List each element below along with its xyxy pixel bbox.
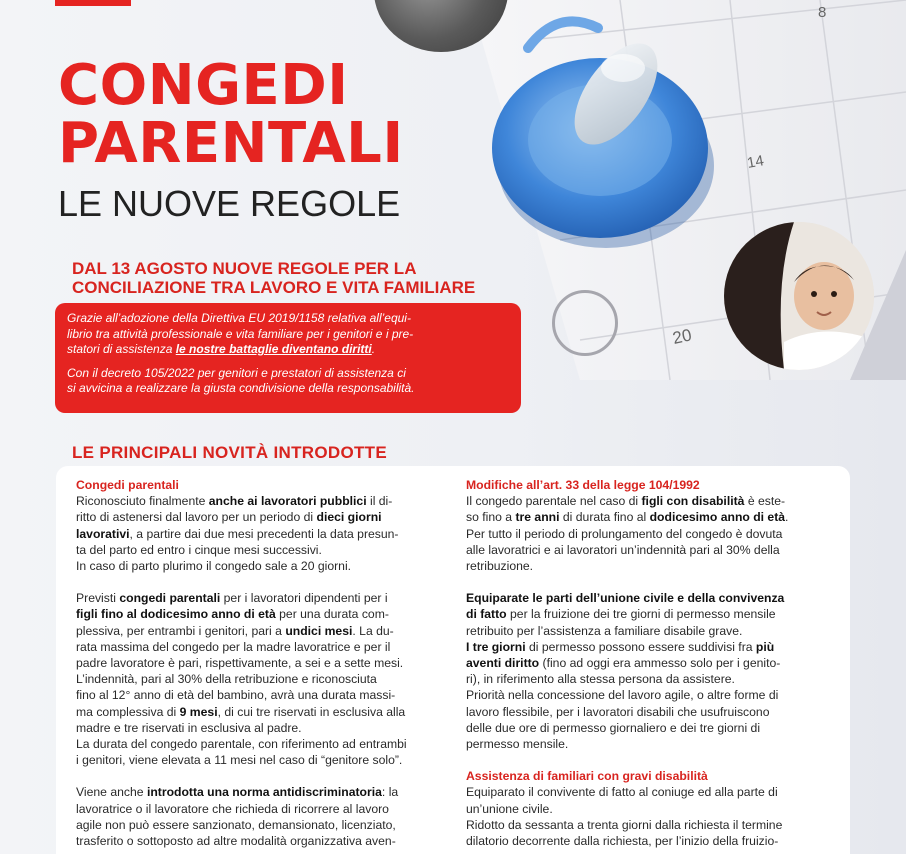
bold-text: I tre giorni xyxy=(466,639,526,654)
text: di durata fino al xyxy=(559,510,650,525)
text-line xyxy=(76,639,456,655)
text-line xyxy=(466,801,836,817)
text: dilatorio decorrente dalla richiesta, per l’inizio della fruizio- xyxy=(466,834,779,849)
main-subtitle: LE NUOVE REGOLE xyxy=(58,183,401,224)
text-line xyxy=(76,655,456,671)
heading-modifiche-art-33: Modifiche all’art. 33 della legge 104/1992 xyxy=(466,478,700,492)
text-line xyxy=(76,623,456,639)
text: i genitori, viene elevata a 11 mesi nel caso di “genitore solo”. xyxy=(76,753,403,768)
text: alle lavoratrici e ai lavoratori un’indennità pari al 30% della xyxy=(466,542,780,557)
text-line xyxy=(466,687,836,703)
text: di permesso possono essere suddivisi fra xyxy=(525,639,756,654)
calendar-number: 8 xyxy=(818,4,827,21)
text-line xyxy=(76,493,456,509)
text-line xyxy=(76,542,456,558)
calendar-number: 20 xyxy=(670,325,694,348)
text: In caso di parto plurimo il congedo sale a 20 giorni. xyxy=(76,559,352,574)
text: lavoratrice o il lavoratore che richieda di ricorrere al lavoro xyxy=(76,801,389,816)
text-line xyxy=(76,704,456,720)
text-line xyxy=(466,542,836,558)
text: Il congedo parentale nel caso di xyxy=(466,494,642,509)
text: . La du- xyxy=(352,623,394,638)
main-title-line-2: PARENTALI xyxy=(58,111,404,176)
right-column xyxy=(466,477,836,849)
text-line xyxy=(466,526,836,542)
text: (fino ad oggi era ammesso solo per i genito- xyxy=(539,656,781,671)
paragraph-block xyxy=(466,768,836,849)
text: L’indennità, pari al 30% della retribuzione e riconosciuta xyxy=(76,672,377,687)
text: lavoro flessibile, per i lavoratori disabili che usufruiscono xyxy=(466,704,770,719)
text: agile non può essere sanzionato, demansionato, licenziato, xyxy=(76,817,396,832)
text: è este- xyxy=(744,494,786,509)
intro-text: si avvicina a realizzare la giusta condivisione della responsabilità. xyxy=(67,381,415,395)
text-line xyxy=(466,704,836,720)
paragraph-lines xyxy=(466,784,836,849)
text-line xyxy=(466,590,836,606)
text: fino al 12° anno di età del bambino, avrà una durata massi- xyxy=(76,688,396,703)
intro-text: Con il decreto 105/2022 per genitori e prestatori di assistenza ci xyxy=(67,365,406,380)
text: ri), in riferimento alla stessa persona da assistere. xyxy=(466,672,735,687)
pacifier-illustration xyxy=(488,8,718,253)
text-line xyxy=(76,558,456,574)
text-line xyxy=(466,671,836,687)
text: retribuito per l’assistenza a familiare disabile grave. xyxy=(466,623,743,638)
intro-text: . xyxy=(371,342,376,356)
text-line xyxy=(76,590,456,606)
text: plessiva, per entrambi i genitori, pari a xyxy=(76,623,286,638)
text-line xyxy=(466,509,836,525)
text-line xyxy=(76,736,456,752)
mother-baby-illustration xyxy=(724,222,874,370)
text: ta del parto ed entro i cinque mesi successivi. xyxy=(76,542,322,557)
mother-baby-photo xyxy=(724,222,874,370)
text: so fino a xyxy=(466,510,516,525)
paragraph-block xyxy=(76,493,456,574)
text-line xyxy=(466,736,836,752)
text: ritto di astenersi dal lavoro per un periodo di xyxy=(76,510,317,525)
text: per la fruizione dei tre giorni di permesso mensile xyxy=(506,607,776,622)
text: Priorità nella concessione del lavoro agile, o altre forme di xyxy=(466,688,779,703)
bold-text: undici mesi xyxy=(285,623,353,638)
decorative-ring xyxy=(552,290,618,356)
text: Ridotto da sessanta a trenta giorni dalla richiesta il termine xyxy=(466,817,783,832)
main-title-line-1: CONGEDI xyxy=(58,53,349,118)
text-line xyxy=(466,623,836,639)
intro-paragraph xyxy=(67,366,509,397)
paragraph-lines xyxy=(466,623,836,753)
bold-text: introdotta una norma antidiscriminatoria xyxy=(146,785,382,800)
intro-text: librio tra attività professionale e vita familiare per i genitori e i pre- xyxy=(67,326,414,341)
paragraph-block xyxy=(466,493,836,574)
text: trasferito o sottoposto ad altre modalità organizzativa aven- xyxy=(76,834,396,849)
bold-text: Equiparate le parti dell’unione civile e della convivenza xyxy=(466,591,785,606)
bold-text: dodicesimo anno di età xyxy=(649,510,786,525)
bold-text: aventi diritto xyxy=(466,656,540,671)
text-line xyxy=(466,784,836,800)
text: un’unione civile. xyxy=(466,801,553,816)
text-line xyxy=(76,509,456,525)
lead-line: CONCILIAZIONE TRA LAVORO E VITA FAMILIARE xyxy=(72,278,476,297)
text: Per tutto il periodo di prolungamento del congedo è dovuta xyxy=(466,526,783,541)
text-line xyxy=(76,833,456,849)
bold-text: più xyxy=(755,639,775,654)
text: : la xyxy=(381,785,399,800)
bold-text: lavorativi xyxy=(76,526,130,541)
text-line xyxy=(76,752,456,768)
heading-congedi-parentali: Congedi parentali xyxy=(76,478,179,492)
text: delle due ore di permesso giornaliero e dei tre giorni di xyxy=(466,720,761,735)
bold-text: figli con disabilità xyxy=(641,494,745,509)
lead-line: DAL 13 AGOSTO NUOVE REGOLE PER LA xyxy=(72,259,417,278)
bold-text: figli fino al dodicesimo anno di età xyxy=(76,607,276,622)
text-line xyxy=(76,671,456,687)
top-red-tab xyxy=(55,0,131,6)
text-line xyxy=(76,606,456,622)
text-line xyxy=(466,493,836,509)
paragraph-block xyxy=(466,590,836,752)
intro-text: statori di assistenza xyxy=(67,342,176,356)
text: madre e tre riservati in esclusiva al padre. xyxy=(76,720,302,735)
lead-heading xyxy=(72,259,492,297)
intro-paragraph xyxy=(67,311,509,358)
text: il di- xyxy=(366,494,393,509)
text-line xyxy=(76,801,456,817)
text-line xyxy=(466,606,836,622)
text: per una durata com- xyxy=(275,607,389,622)
bold-text: congedi parentali xyxy=(119,591,221,606)
text-line xyxy=(76,784,456,800)
bold-text: tre anni xyxy=(515,510,560,525)
text: La durata del congedo parentale, con riferimento ad entrambi xyxy=(76,737,407,752)
text: ma complessiva di xyxy=(76,704,180,719)
text: Equiparato il convivente di fatto al coniuge ed alla parte di xyxy=(466,785,778,800)
text: rata massima del congedo per la madre lavoratrice e per il xyxy=(76,639,391,654)
text-line xyxy=(76,687,456,703)
text: . xyxy=(785,510,789,525)
intro-text: Grazie all’adozione della Direttiva EU 2019/1158 relativa all’equi- xyxy=(67,311,411,325)
intro-highlight: le nostre battaglie diventano diritti xyxy=(175,342,372,356)
text-line xyxy=(466,817,836,833)
text-line xyxy=(76,817,456,833)
text-line xyxy=(76,526,456,542)
text: , di cui tre riservati in esclusiva alla xyxy=(217,704,406,719)
text-line xyxy=(466,655,836,671)
calendar-number: 14 xyxy=(745,152,766,172)
bold-text: dieci giorni xyxy=(316,510,382,525)
text: per i lavoratori dipendenti per i xyxy=(220,591,388,606)
text: Riconosciuto finalmente xyxy=(76,494,209,509)
bold-text: di fatto xyxy=(466,607,507,622)
text-line xyxy=(466,639,836,655)
text: Viene anche xyxy=(76,785,147,800)
text-line xyxy=(466,558,836,574)
bold-text: anche ai lavoratori pubblici xyxy=(208,494,367,509)
text-line xyxy=(466,833,836,849)
paragraph-block xyxy=(76,784,456,849)
text: Previsti xyxy=(76,591,120,606)
text: permesso mensile. xyxy=(466,737,569,752)
text-line xyxy=(466,720,836,736)
text: retribuzione. xyxy=(466,559,534,574)
left-column xyxy=(76,477,456,849)
bold-text: 9 mesi xyxy=(179,704,218,719)
paragraph-block xyxy=(76,590,456,768)
heading-assistenza-familiari: Assistenza di familiari con gravi disabilità xyxy=(466,769,708,784)
text: , a partire dai due mesi precedenti la data presun- xyxy=(129,526,399,541)
section-title: LE PRINCIPALI NOVITÀ INTRODOTTE xyxy=(72,443,387,462)
intro-box xyxy=(55,303,521,413)
text: padre lavoratore è pari, rispettivamente, a sei e a sette mesi. xyxy=(76,656,404,671)
text-line xyxy=(76,720,456,736)
